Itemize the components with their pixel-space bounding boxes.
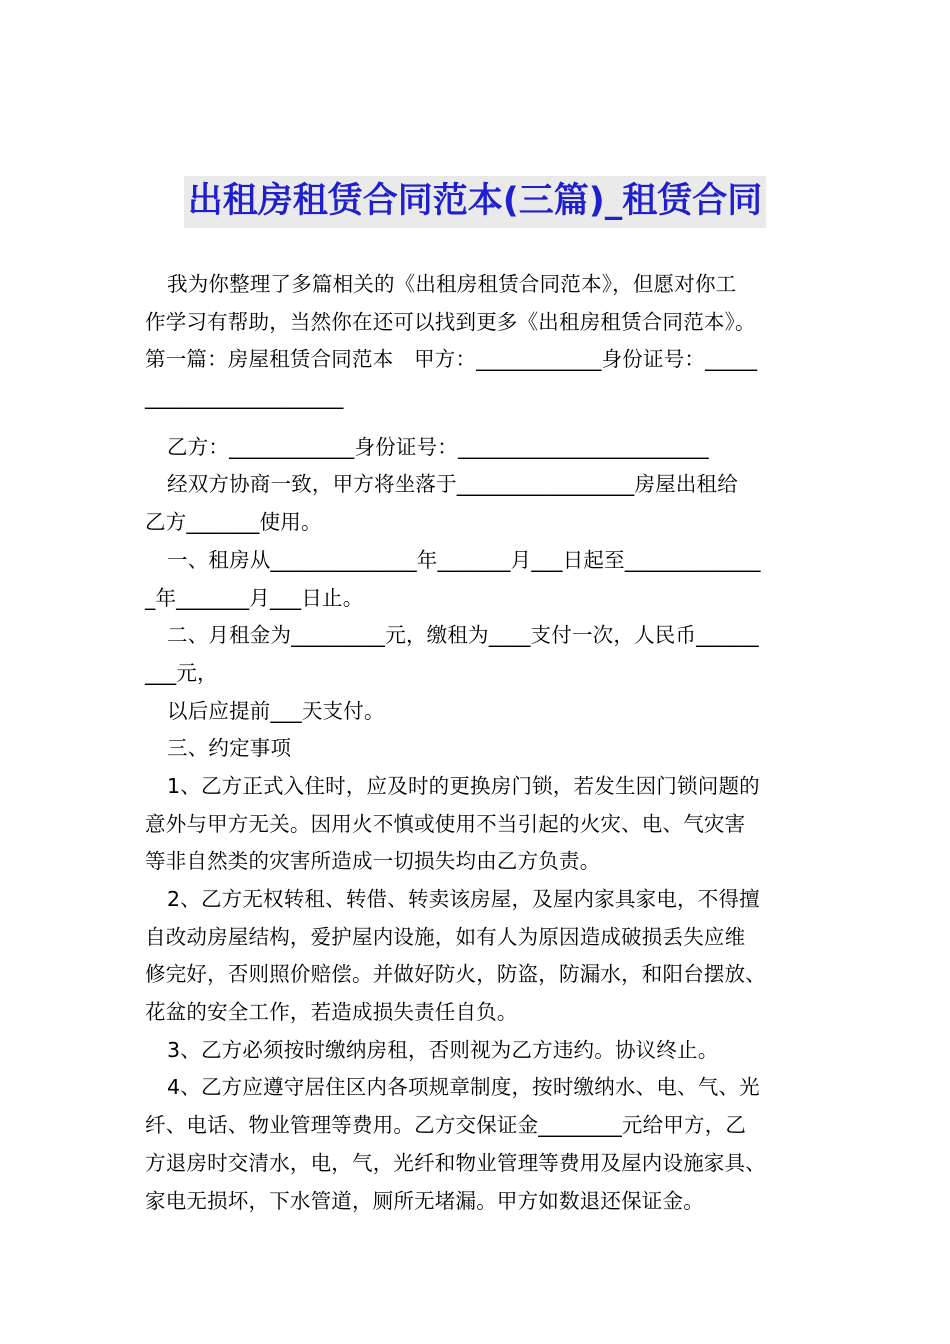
item-4-line-4: 家电无损坏，下水管道，厕所无堵漏。甲方如数退还保证金。	[145, 1188, 704, 1213]
clause-1-line-1: 一、租房从______________年_______月___日起至_____________	[167, 547, 761, 572]
clause-2-line-2: ___元，	[145, 660, 218, 685]
agreement-line-2: 乙方_______使用。	[145, 510, 322, 535]
clause-2-line-3: 以后应提前___天支付。	[167, 698, 385, 723]
intro-line-2: 作学习有帮助，当然你在还可以找到更多《出租房租赁合同范本》。	[145, 309, 756, 334]
item-4-line-1: 4、乙方应遵守居住区内各项规章制度，按时缴纳水、电、气、光	[167, 1075, 760, 1100]
agreement-line-1: 经双方协商一致，甲方将坐落于_________________房屋出租给	[167, 472, 738, 497]
item-2-line-1: 2、乙方无权转租、转借、转卖该房屋，及屋内家具家电，不得擅	[167, 887, 760, 911]
title-block	[0, 176, 950, 228]
intro-line-1: 我为你整理了多篇相关的《出租房租赁合同范本》，但愿对你工	[167, 272, 737, 296]
item-4-line-2: 纤、电话、物业管理等费用。乙方交保证金________元给甲方，乙	[145, 1113, 747, 1138]
id-number-blank-line: ___________________	[145, 385, 344, 410]
item-1-line-1: 1、乙方正式入住时，应及时的更换房门锁，若发生因门锁问题的	[167, 773, 760, 798]
item-3-line-1: 3、乙方必须按时缴纳房租，否则视为乙方违约。协议终止。	[167, 1037, 719, 1062]
party-b-line: 乙方：____________身份证号：________________________	[167, 434, 709, 459]
first-contract-heading-line: 第一篇：房屋租赁合同范本 甲方：____________身份证号：_____	[145, 347, 758, 372]
item-1-line-3: 等非自然类的灾害所造成一切损失均由乙方负责。	[145, 849, 601, 874]
item-2-line-2: 自改动房屋结构，爱护屋内设施，如有人为原因造成破损丢失应维	[145, 924, 746, 949]
clause-3-heading: 三、约定事项	[167, 736, 292, 761]
item-2-line-4: 花盆的安全工作，若造成损失责任自负。	[145, 1000, 518, 1025]
item-2-line-3: 修完好，否则照价赔偿。并做好防火，防盗，防漏水，和阳台摆放、	[145, 962, 766, 987]
item-4-line-3: 方退房时交清水，电，气，光纤和物业管理等费用及屋内设施家具、	[145, 1150, 766, 1175]
item-1-line-2: 意外与甲方无关。因用火不慎或使用不当引起的火灾、电、气灾害	[145, 811, 746, 836]
clause-2-line-1: 二、月租金为_________元，缴租为____支付一次，人民币______	[167, 623, 759, 648]
document-title: 出租房租赁合同范本(三篇)_租赁合同	[184, 176, 767, 228]
clause-1-line-2: _年_______月___日止。	[145, 585, 364, 610]
document-body	[145, 266, 817, 1220]
